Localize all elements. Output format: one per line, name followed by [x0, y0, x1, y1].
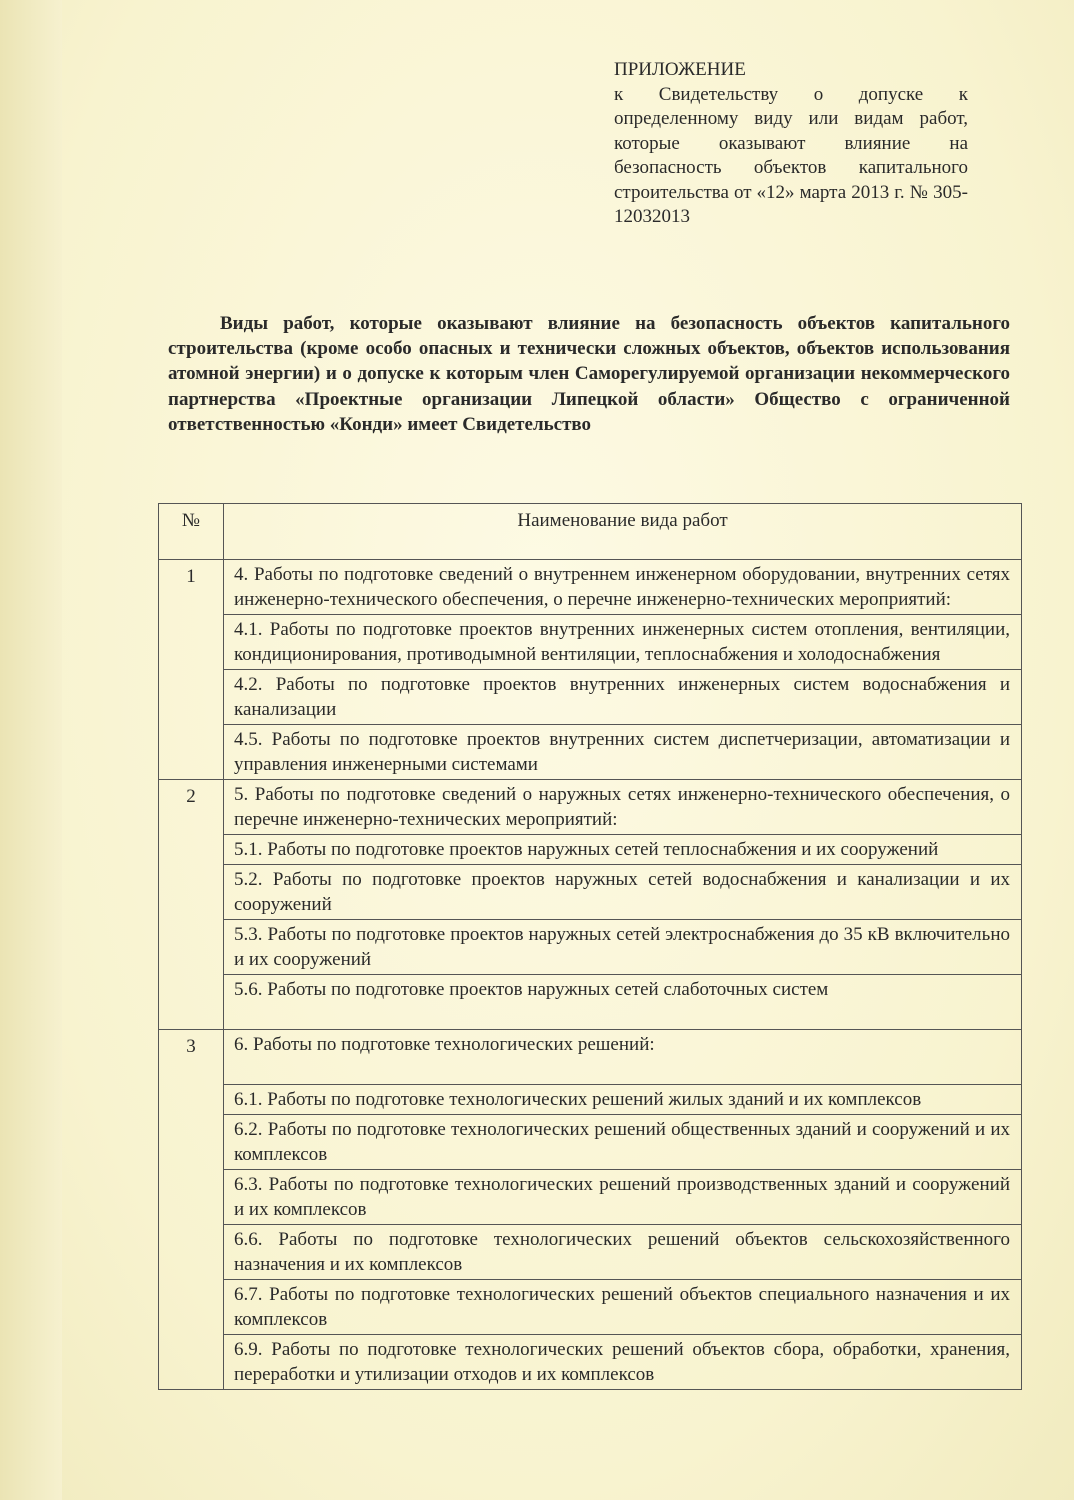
table-row — [159, 670, 1022, 725]
appendix-block — [614, 58, 968, 230]
work-item: 4.1. Работы по подготовке проектов внутренних инженерных систем отопления, вентиляции, кондиционирования, противодымной вентиляции, теплоснабжения и холодоснабжения — [224, 615, 1022, 670]
work-item: 4.2. Работы по подготовке проектов внутренних инженерных систем водоснабжения и канализации — [224, 670, 1022, 725]
table-row — [159, 1115, 1022, 1170]
work-item: 5. Работы по подготовке сведений о наружных сетях инженерно-технического обеспечения, о перечне инженерно-технических мероприятий: — [224, 780, 1022, 835]
work-item: 5.3. Работы по подготовке проектов наружных сетей электроснабжения до 35 кВ включительно и их сооружений — [224, 920, 1022, 975]
appendix-heading: ПРИЛОЖЕНИЕ — [614, 59, 746, 80]
table-row — [159, 725, 1022, 780]
work-item: 6.1. Работы по подготовке технологических решений жилых зданий и их комплексов — [224, 1085, 1022, 1115]
appendix-text: к Свидетельству о допуске к определенному виду или видам работ, которые оказывают влияние на безопасность объектов капитального строительства от «12» марта 2013 г. № 305-12032013 — [614, 83, 968, 227]
table-row — [159, 1225, 1022, 1280]
table-row — [159, 1335, 1022, 1390]
works-table — [158, 503, 1022, 1390]
table-row — [159, 1170, 1022, 1225]
table-row — [159, 1085, 1022, 1115]
work-item: 4. Работы по подготовке сведений о внутреннем инженерном оборудовании, внутренних сетях инженерно-технического обеспечения, о перечне инженерно-технических мероприятий: — [224, 560, 1022, 615]
header-number: № — [159, 504, 224, 560]
intro-paragraph: Виды работ, которые оказывают влияние на безопасность объектов капитального строительства (кроме особо опасных и технически сложных объектов, объектов использования атомной энергии) и о допуске к которым член Саморегулируемой организации некоммерческого партнерства «Проектные организации Липецкой области» Общество с ограниченной ответственностью «Конди» имеет Свидетельство — [168, 313, 1010, 435]
group-number: 2 — [159, 780, 224, 1030]
group-number: 1 — [159, 560, 224, 780]
table-row — [159, 920, 1022, 975]
table-row — [159, 780, 1022, 835]
work-item: 6.6. Работы по подготовке технологических решений объектов сельскохозяйственного назначения и их комплексов — [224, 1225, 1022, 1280]
work-item: 6.3. Работы по подготовке технологических решений производственных зданий и сооружений и их комплексов — [224, 1170, 1022, 1225]
header-work-name-label: Наименование вида работ — [517, 510, 728, 531]
work-item: 6.2. Работы по подготовке технологических решений общественных зданий и сооружений и их комплексов — [224, 1115, 1022, 1170]
work-item: 5.1. Работы по подготовке проектов наружных сетей теплоснабжения и их сооружений — [224, 835, 1022, 865]
table-row — [159, 1030, 1022, 1085]
table-header-row — [159, 504, 1022, 560]
page-left-edge — [0, 0, 62, 1500]
table-row — [159, 560, 1022, 615]
work-item: 6.9. Работы по подготовке технологических решений объектов сбора, обработки, хранения, переработки и утилизации отходов и их комплексов — [224, 1335, 1022, 1390]
table-row — [159, 975, 1022, 1030]
work-item: 4.5. Работы по подготовке проектов внутренних систем диспетчеризации, автоматизации и управления инженерными системами — [224, 725, 1022, 780]
table-row — [159, 865, 1022, 920]
table-row — [159, 835, 1022, 865]
header-work-name — [224, 504, 1022, 560]
work-item: 6. Работы по подготовке технологических решений: — [224, 1030, 1022, 1085]
work-item: 6.7. Работы по подготовке технологических решений объектов специального назначения и их комплексов — [224, 1280, 1022, 1335]
group-number: 3 — [159, 1030, 224, 1390]
work-item: 5.2. Работы по подготовке проектов наружных сетей водоснабжения и канализации и их сооружений — [224, 865, 1022, 920]
work-item: 5.6. Работы по подготовке проектов наружных сетей слаботочных систем — [224, 975, 1022, 1030]
table-row — [159, 615, 1022, 670]
table-row — [159, 1280, 1022, 1335]
